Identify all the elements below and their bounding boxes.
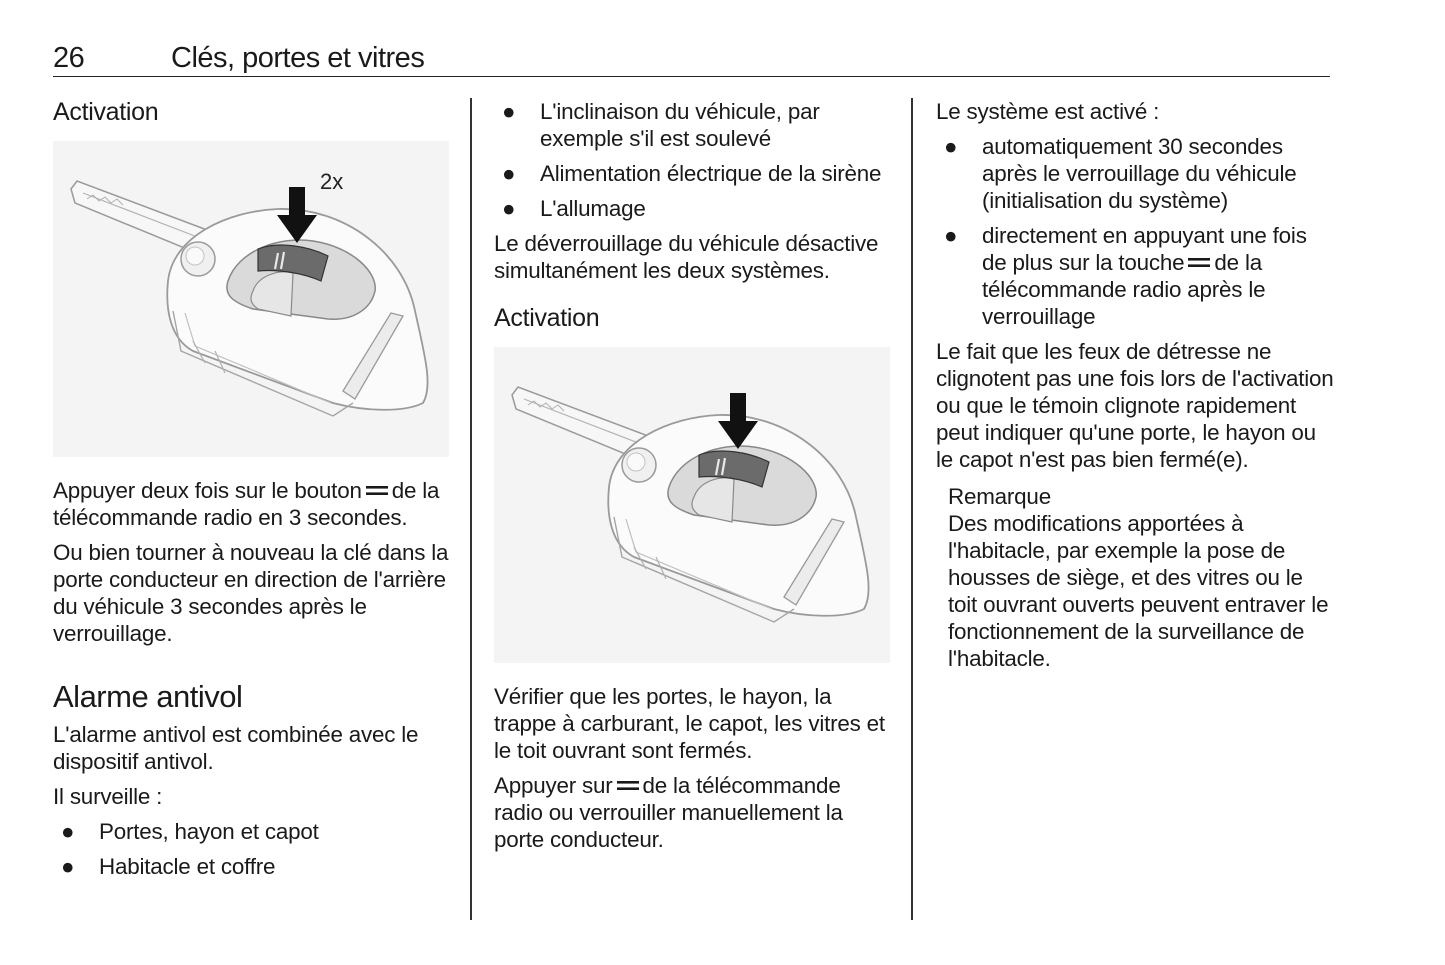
- key-remote-figure: [494, 347, 890, 663]
- paragraph-text: Appuyer sur: [494, 773, 613, 798]
- list-item-text: Habitacle et coffre: [99, 854, 276, 879]
- section-heading-activation: Activation: [53, 98, 159, 126]
- lock-button-icon: [617, 781, 639, 791]
- section-heading-activation: Activation: [494, 304, 600, 332]
- bullet-icon: ●: [944, 223, 958, 248]
- paragraph-text: de la télécommande radio ou verrouiller manuellement la porte conducteur.: [494, 773, 843, 852]
- paragraph: [494, 772, 894, 853]
- bullet-list: [494, 98, 894, 222]
- column-left: [53, 98, 453, 888]
- note-block: [936, 483, 1336, 672]
- note-text: Des modifications apportées à l'habitacle, par exemple la pose de housses de siège, et des vitres ou le toit ouvrant ouverts peuvent entraver le fonctionnement de la surveillance de l'habitacle.: [948, 511, 1329, 671]
- key-remote-figure: [53, 141, 449, 457]
- column-divider: [911, 98, 913, 920]
- list-item: [494, 98, 894, 152]
- key-fob-illustration: [494, 347, 890, 663]
- lock-button-icon: [366, 486, 388, 496]
- paragraph-text: Appuyer deux fois sur le bouton: [53, 478, 362, 503]
- press-count-label: 2x: [320, 169, 344, 194]
- bullet-icon: ●: [502, 99, 516, 124]
- bullet-icon: ●: [502, 161, 516, 186]
- list-item: [494, 195, 894, 222]
- list-item-text: de la télécommande radio après le verrouillage: [982, 250, 1266, 329]
- list-item-text: L'allumage: [540, 196, 646, 221]
- list-item: [494, 160, 894, 187]
- list-item-text: directement en appuyant une fois de plus sur la touche: [982, 223, 1307, 275]
- bullet-icon: ●: [61, 854, 75, 879]
- list-item-text: L'inclinaison du véhicule, par exemple s'il est soulevé: [540, 99, 820, 151]
- page-number: 26: [53, 42, 85, 74]
- section-title: Alarme antivol: [53, 679, 243, 714]
- bullet-list: [936, 133, 1336, 330]
- column-divider: [470, 98, 472, 920]
- column-middle: [494, 98, 894, 861]
- list-item: [53, 818, 453, 845]
- paragraph: Vérifier que les portes, le hayon, la trappe à carburant, le capot, les vitres et le toit ouvrant sont fermés.: [494, 684, 885, 763]
- paragraph: Il surveille :: [53, 784, 163, 809]
- paragraph: Le système est activé :: [936, 99, 1160, 124]
- list-item: [936, 222, 1336, 330]
- list-item-text: Portes, hayon et capot: [99, 819, 319, 844]
- paragraph: L'alarme antivol est combinée avec le dispositif antivol.: [53, 722, 419, 774]
- chapter-title: Clés, portes et vitres: [171, 42, 425, 74]
- paragraph-text: de la télécommande radio en 3 secondes.: [53, 478, 440, 530]
- column-right: [936, 98, 1336, 680]
- list-item: [53, 853, 453, 880]
- bullet-icon: ●: [502, 196, 516, 221]
- note-title: Remarque: [948, 484, 1051, 509]
- lock-button-icon: [1188, 258, 1210, 268]
- bullet-icon: ●: [61, 819, 75, 844]
- paragraph: Ou bien tourner à nouveau la clé dans la porte conducteur en direction de l'arrière du véhicule 3 secondes après le verrouillage.: [53, 540, 449, 646]
- paragraph: Le déverrouillage du véhicule désactive simultanément les deux systèmes.: [494, 231, 879, 283]
- list-item: [936, 133, 1336, 214]
- bullet-icon: ●: [944, 134, 958, 159]
- page-header: [53, 42, 1330, 77]
- bullet-list: [53, 818, 453, 880]
- key-fob-illustration: [53, 141, 449, 457]
- list-item-text: automatiquement 30 secondes après le verrouillage du véhicule (initialisation du système): [982, 134, 1297, 213]
- list-item-text: Alimentation électrique de la sirène: [540, 161, 882, 186]
- paragraph: Le fait que les feux de détresse ne clignotent pas une fois lors de l'activation ou que le témoin clignote rapidement peut indiquer qu'une porte, le hayon ou le capot n'est pas bien fermé(e).: [936, 339, 1334, 472]
- paragraph: [53, 477, 453, 531]
